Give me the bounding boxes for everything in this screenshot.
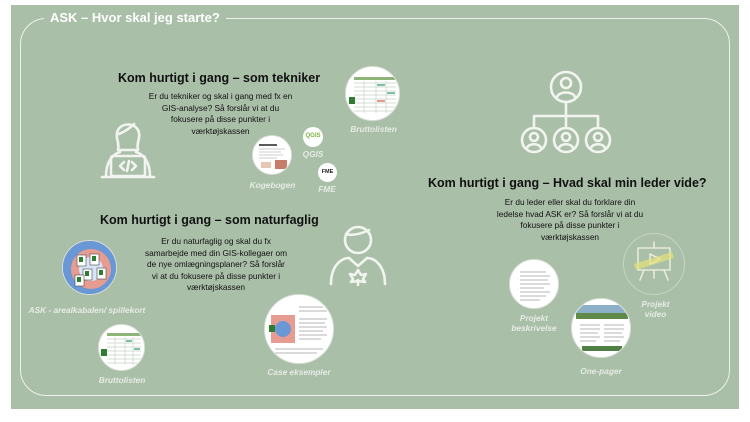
qgis-logo[interactable]	[303, 127, 323, 147]
one-pager-thumbnail[interactable]	[571, 298, 631, 358]
projekt-video-caption: Projekt video	[641, 299, 670, 319]
case-eksempler-caption: Case eksempler	[267, 367, 331, 377]
one-pager-caption: One-pager	[580, 366, 622, 376]
bruttolisten-thumbnail-bottom[interactable]	[98, 324, 145, 371]
bruttolisten-caption-top: Bruttolisten	[350, 124, 397, 134]
kogebogen-thumbnail[interactable]	[252, 135, 292, 175]
projekt-video-thumbnail[interactable]	[623, 233, 685, 295]
kogebogen-caption: Kogebogen	[249, 180, 296, 190]
nature-person-icon	[327, 222, 389, 286]
tekniker-body: Er du tekniker og skal i gang med fx en GIS-analyse? Så forslår vi at du fokusere på disse punkter i værktøjskassen	[148, 91, 293, 136]
naturfaglig-body: Er du naturfaglig og skal du fx samarbejde med din GIS-kollegaer om de nye omlægningsplaner? Så forslår vi at du fokusere på disse punkter i værktøjskassen	[144, 236, 288, 292]
fme-logo-text: FME	[321, 169, 334, 175]
video-presentation-icon	[624, 234, 684, 294]
bruttolisten-caption-bottom: Bruttolisten	[98, 375, 146, 385]
bruttolisten-thumbnail[interactable]	[345, 66, 400, 121]
tech-person-icon	[100, 110, 156, 180]
tekniker-heading: Kom hurtigt i gang – som tekniker	[118, 71, 321, 85]
slide-title: ASK – Hvor skal jeg starte?	[44, 10, 226, 25]
ask-arealkabalen-thumbnail[interactable]	[62, 240, 117, 295]
fme-logo[interactable]	[318, 163, 337, 182]
leder-body: Er du leder eller skal du forklare din ledelse hvad ASK er? Så forslår vi at du fokusere på disse punkter i værktøjskassen	[496, 197, 644, 242]
qgis-logo-text: QGIS	[305, 133, 321, 139]
leder-heading: Kom hurtigt i gang – Hvad skal min leder vide?	[428, 176, 707, 190]
case-eksempler-thumbnail[interactable]	[264, 294, 334, 364]
qgis-caption: QGIS	[302, 149, 324, 159]
naturfaglig-heading: Kom hurtigt i gang – som naturfaglig	[100, 213, 319, 227]
projekt-beskrivelse-caption: Projekt beskrivelse	[511, 313, 557, 333]
fme-caption: FME	[318, 184, 336, 194]
org-chart-icon	[519, 69, 613, 163]
ask-arealkabalen-caption: ASK - arealkabalen/ spillekort	[28, 305, 146, 315]
projekt-beskrivelse-thumbnail[interactable]	[509, 259, 559, 309]
